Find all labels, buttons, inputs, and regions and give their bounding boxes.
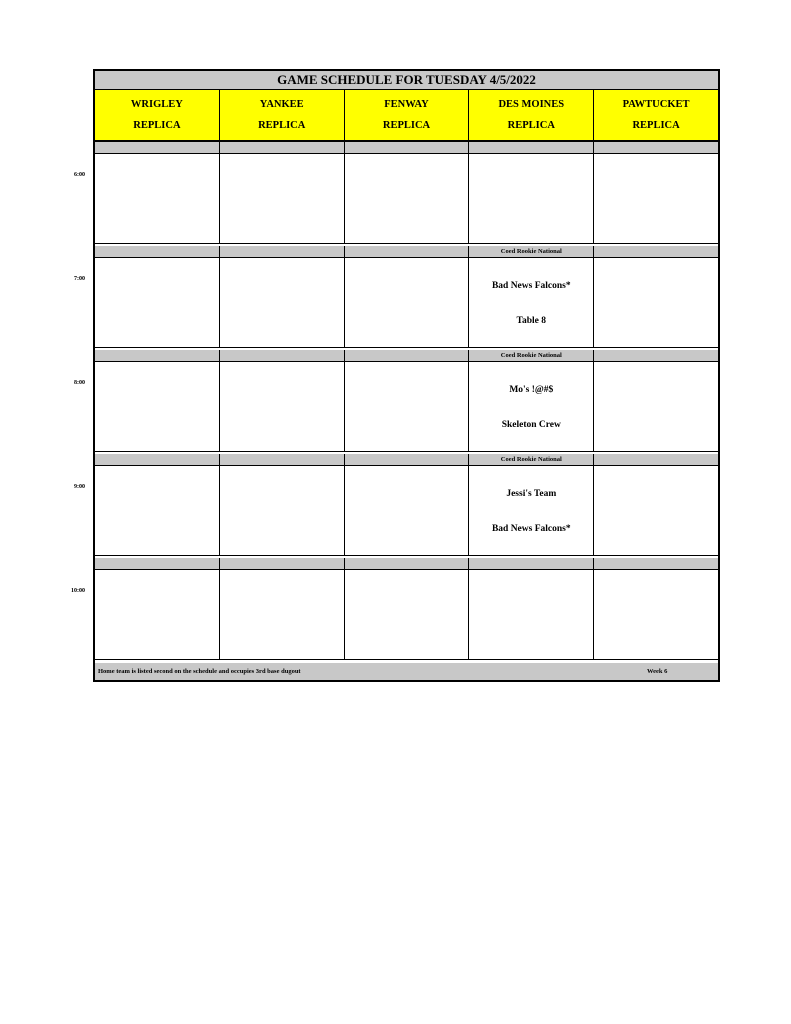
- division-label: [345, 142, 470, 153]
- field-subtitle: REPLICA: [382, 120, 431, 131]
- division-label: [95, 246, 220, 257]
- field-name: FENWAY: [384, 99, 429, 110]
- time-label: 10:00: [71, 588, 85, 594]
- division-label: [345, 350, 470, 361]
- game-cell: [220, 362, 345, 451]
- game-cell: [95, 466, 220, 555]
- time-slot-row: [95, 362, 718, 452]
- game-cell: [469, 258, 594, 347]
- game-cell: [220, 154, 345, 243]
- field-header-4: [469, 90, 594, 140]
- division-label: [95, 558, 220, 569]
- division-label: Coed Rookie National: [469, 350, 594, 361]
- division-row: [95, 142, 718, 154]
- field-header-row: [95, 90, 718, 142]
- game-cell: [469, 362, 594, 451]
- field-name: YANKEE: [259, 99, 304, 110]
- division-label: [469, 558, 594, 569]
- game-cell: [469, 570, 594, 659]
- away-team: Jessi's Team: [506, 488, 557, 499]
- field-subtitle: REPLICA: [507, 120, 555, 131]
- field-subtitle: REPLICA: [258, 120, 306, 131]
- schedule-title: GAME SCHEDULE FOR TUESDAY 4/5/2022: [95, 71, 718, 90]
- division-label: [594, 558, 718, 569]
- home-team: Skeleton Crew: [501, 420, 561, 431]
- time-slot-row: [95, 154, 718, 244]
- game-cell: [220, 466, 345, 555]
- field-name: WRIGLEY: [130, 99, 183, 110]
- division-row: [95, 350, 718, 362]
- time-label: 7:00: [74, 276, 85, 282]
- week-label: Week 6: [647, 668, 668, 675]
- field-header-5: [594, 90, 718, 140]
- game-cell: [594, 362, 718, 451]
- home-team-note: Home team is listed second on the schedule and occupies 3rd base dugout: [98, 668, 301, 675]
- division-label: [594, 454, 718, 465]
- division-label: Coed Rookie National: [469, 246, 594, 257]
- division-row: [95, 454, 718, 466]
- division-label: [95, 454, 220, 465]
- home-team: Table 8: [516, 316, 547, 327]
- time-label: 8:00: [74, 380, 85, 386]
- game-cell: [220, 570, 345, 659]
- division-label: [220, 246, 345, 257]
- game-cell: [345, 362, 470, 451]
- time-slot-row: [95, 570, 718, 660]
- game-cell: [95, 154, 220, 243]
- game-cell: [469, 154, 594, 243]
- time-label: 9:00: [74, 484, 85, 490]
- division-label: [95, 142, 220, 153]
- field-subtitle: REPLICA: [133, 120, 181, 131]
- division-label: [345, 246, 470, 257]
- game-cell: [95, 362, 220, 451]
- time-slot-row: [95, 466, 718, 556]
- time-slot-row: [95, 258, 718, 348]
- away-team: Bad News Falcons*: [491, 280, 571, 291]
- game-cell: [469, 466, 594, 555]
- game-cell: [594, 466, 718, 555]
- time-label: 6:00: [74, 172, 85, 178]
- game-cell: [594, 570, 718, 659]
- division-label: [345, 558, 470, 569]
- game-cell: [220, 258, 345, 347]
- game-cell: [345, 154, 470, 243]
- division-label: [594, 246, 718, 257]
- division-label: [594, 142, 718, 153]
- division-label: [594, 350, 718, 361]
- division-label: Coed Rookie National: [469, 454, 594, 465]
- division-label: [469, 142, 594, 153]
- division-label: [220, 142, 345, 153]
- home-team: Bad News Falcons*: [491, 524, 571, 535]
- division-label: [95, 350, 220, 361]
- field-header-1: [95, 90, 220, 140]
- footer-bar: [95, 663, 718, 680]
- game-cell: [594, 258, 718, 347]
- division-row: [95, 558, 718, 570]
- game-cell: [594, 154, 718, 243]
- game-cell: [95, 570, 220, 659]
- game-cell: [95, 258, 220, 347]
- division-label: [220, 454, 345, 465]
- field-subtitle: REPLICA: [632, 120, 680, 131]
- field-name: PAWTUCKET: [622, 99, 690, 110]
- field-name: DES MOINES: [498, 99, 565, 110]
- game-cell: [345, 258, 470, 347]
- division-label: [220, 558, 345, 569]
- field-header-3: [345, 90, 470, 140]
- game-cell: [345, 466, 470, 555]
- schedule-table: [93, 69, 720, 682]
- division-label: [220, 350, 345, 361]
- game-cell: [345, 570, 470, 659]
- field-header-2: [220, 90, 345, 140]
- division-label: [345, 454, 470, 465]
- division-row: [95, 246, 718, 258]
- away-team: Mo's !@#$: [509, 384, 554, 395]
